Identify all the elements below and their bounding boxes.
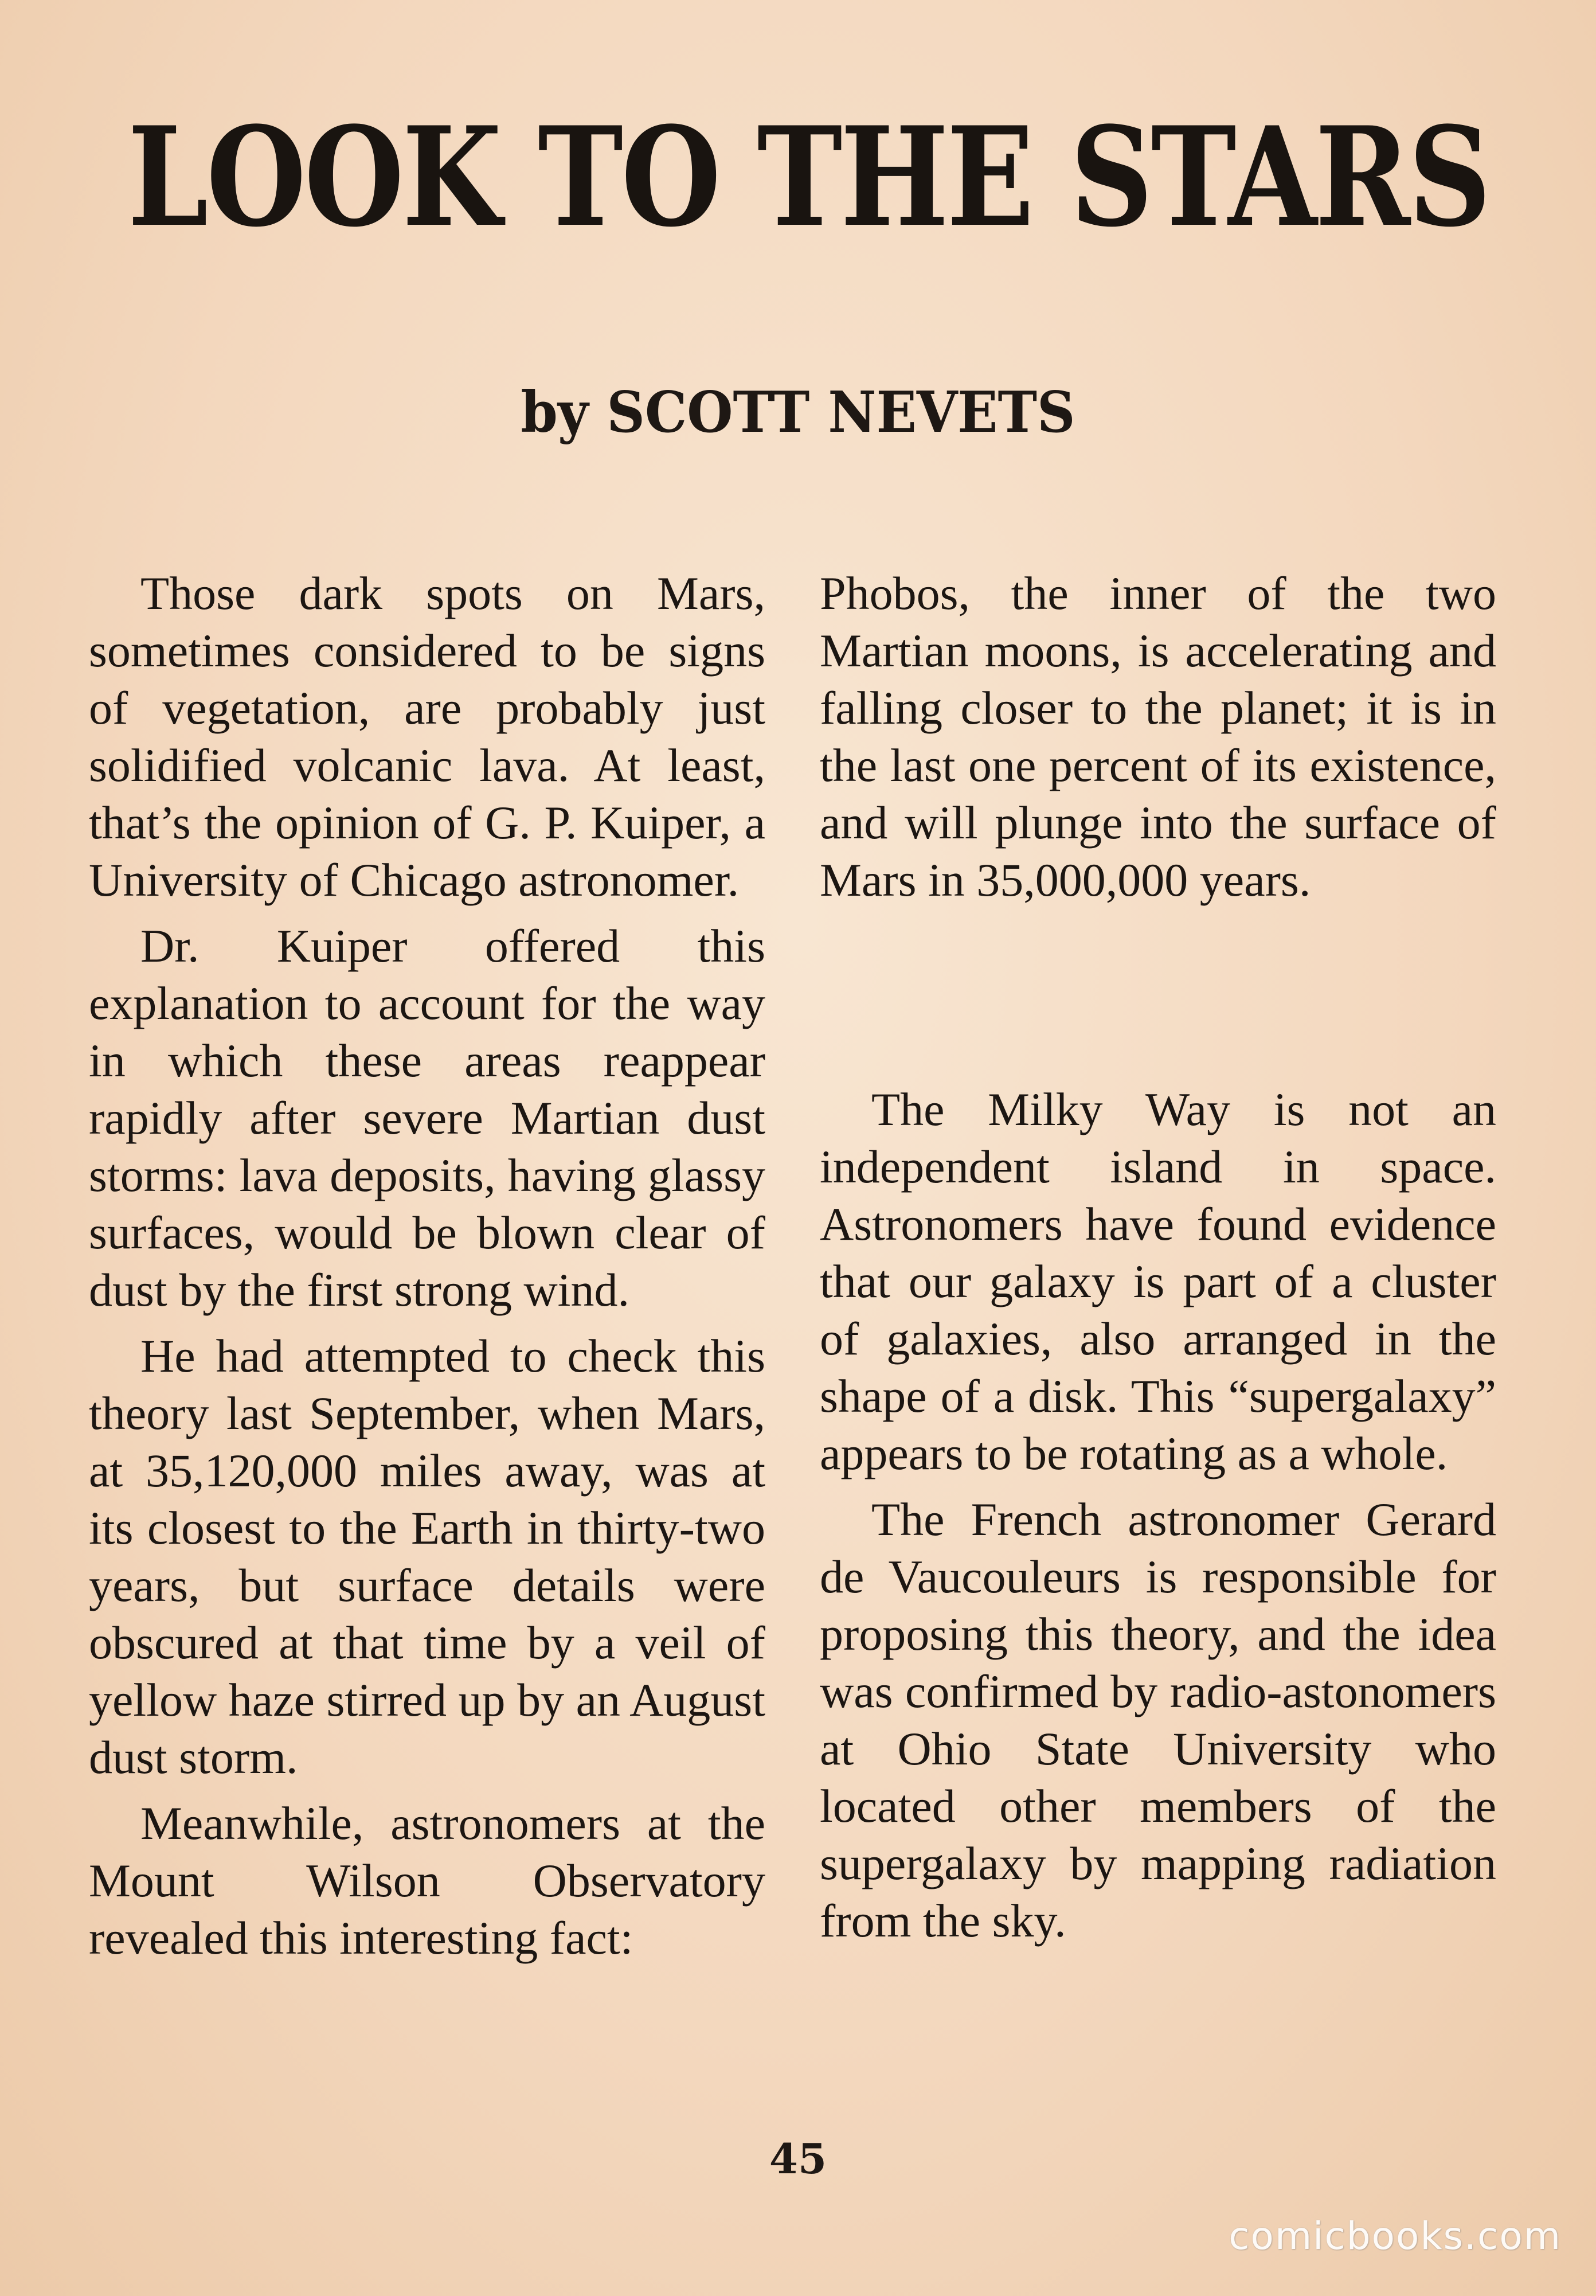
paragraph-mount-wilson: Meanwhile, astronomers at the Mount Wilson Observatory revealed this interesting fact: [89,1797,765,1964]
paragraph-milky-way: The Milky Way is not an independent island in space. Astronomers have found evidence that our galaxy is part of a cluster of galaxies, also arranged in the shape of a disk. This “supergalaxy” appears to be rotating as a whole. [820,1083,1496,1479]
article-byline: by SCOTT NEVETS [521,380,1075,446]
paragraph-kuiper-explanation: Dr. Kuiper offered this explanation to account for the way in which these areas reappear rapidly after severe Martian dust storms: lava deposits, having glassy surfaces, would be blown clear of dust by the first strong wind. [89,920,765,1316]
paragraph-vaucouleurs: The French astronomer Gerard de Vaucouleurs is responsible for proposing this theory, and the idea was confirmed by radio-astonomers at Ohio State University who located other members of the supergalaxy by mapping radiation from the sky. [820,1493,1496,1947]
paragraph-phobos: Phobos, the inner of the two Martian moons, is accelerating and falling closer to the planet; it is in the last one percent of its existence, and will plunge into the surface of Mars in 35,000,000 years. [820,567,1496,906]
left-column [89,565,765,1967]
right-column [820,565,1496,1950]
site-watermark: comicbooks.com [1229,2214,1562,2258]
paragraph-mars-spots: Those dark spots on Mars, sometimes considered to be signs of vegetation, are probably just solidified volcanic lava. At least, that’s the opinion of G. P. Kuiper, a University of Chicago astronomer. [89,567,765,906]
page-number: 45 [769,2134,827,2183]
paragraph-theory-check: He had attempted to check this theory last September, when Mars, at 35,120,000 miles away, was at its closest to the Earth in thirty-two years, but surface details were obscured at that time by a veil of yellow haze stirred up by an August dust storm. [89,1330,765,1783]
article-title: LOOK TO THE STARS [127,97,1489,257]
